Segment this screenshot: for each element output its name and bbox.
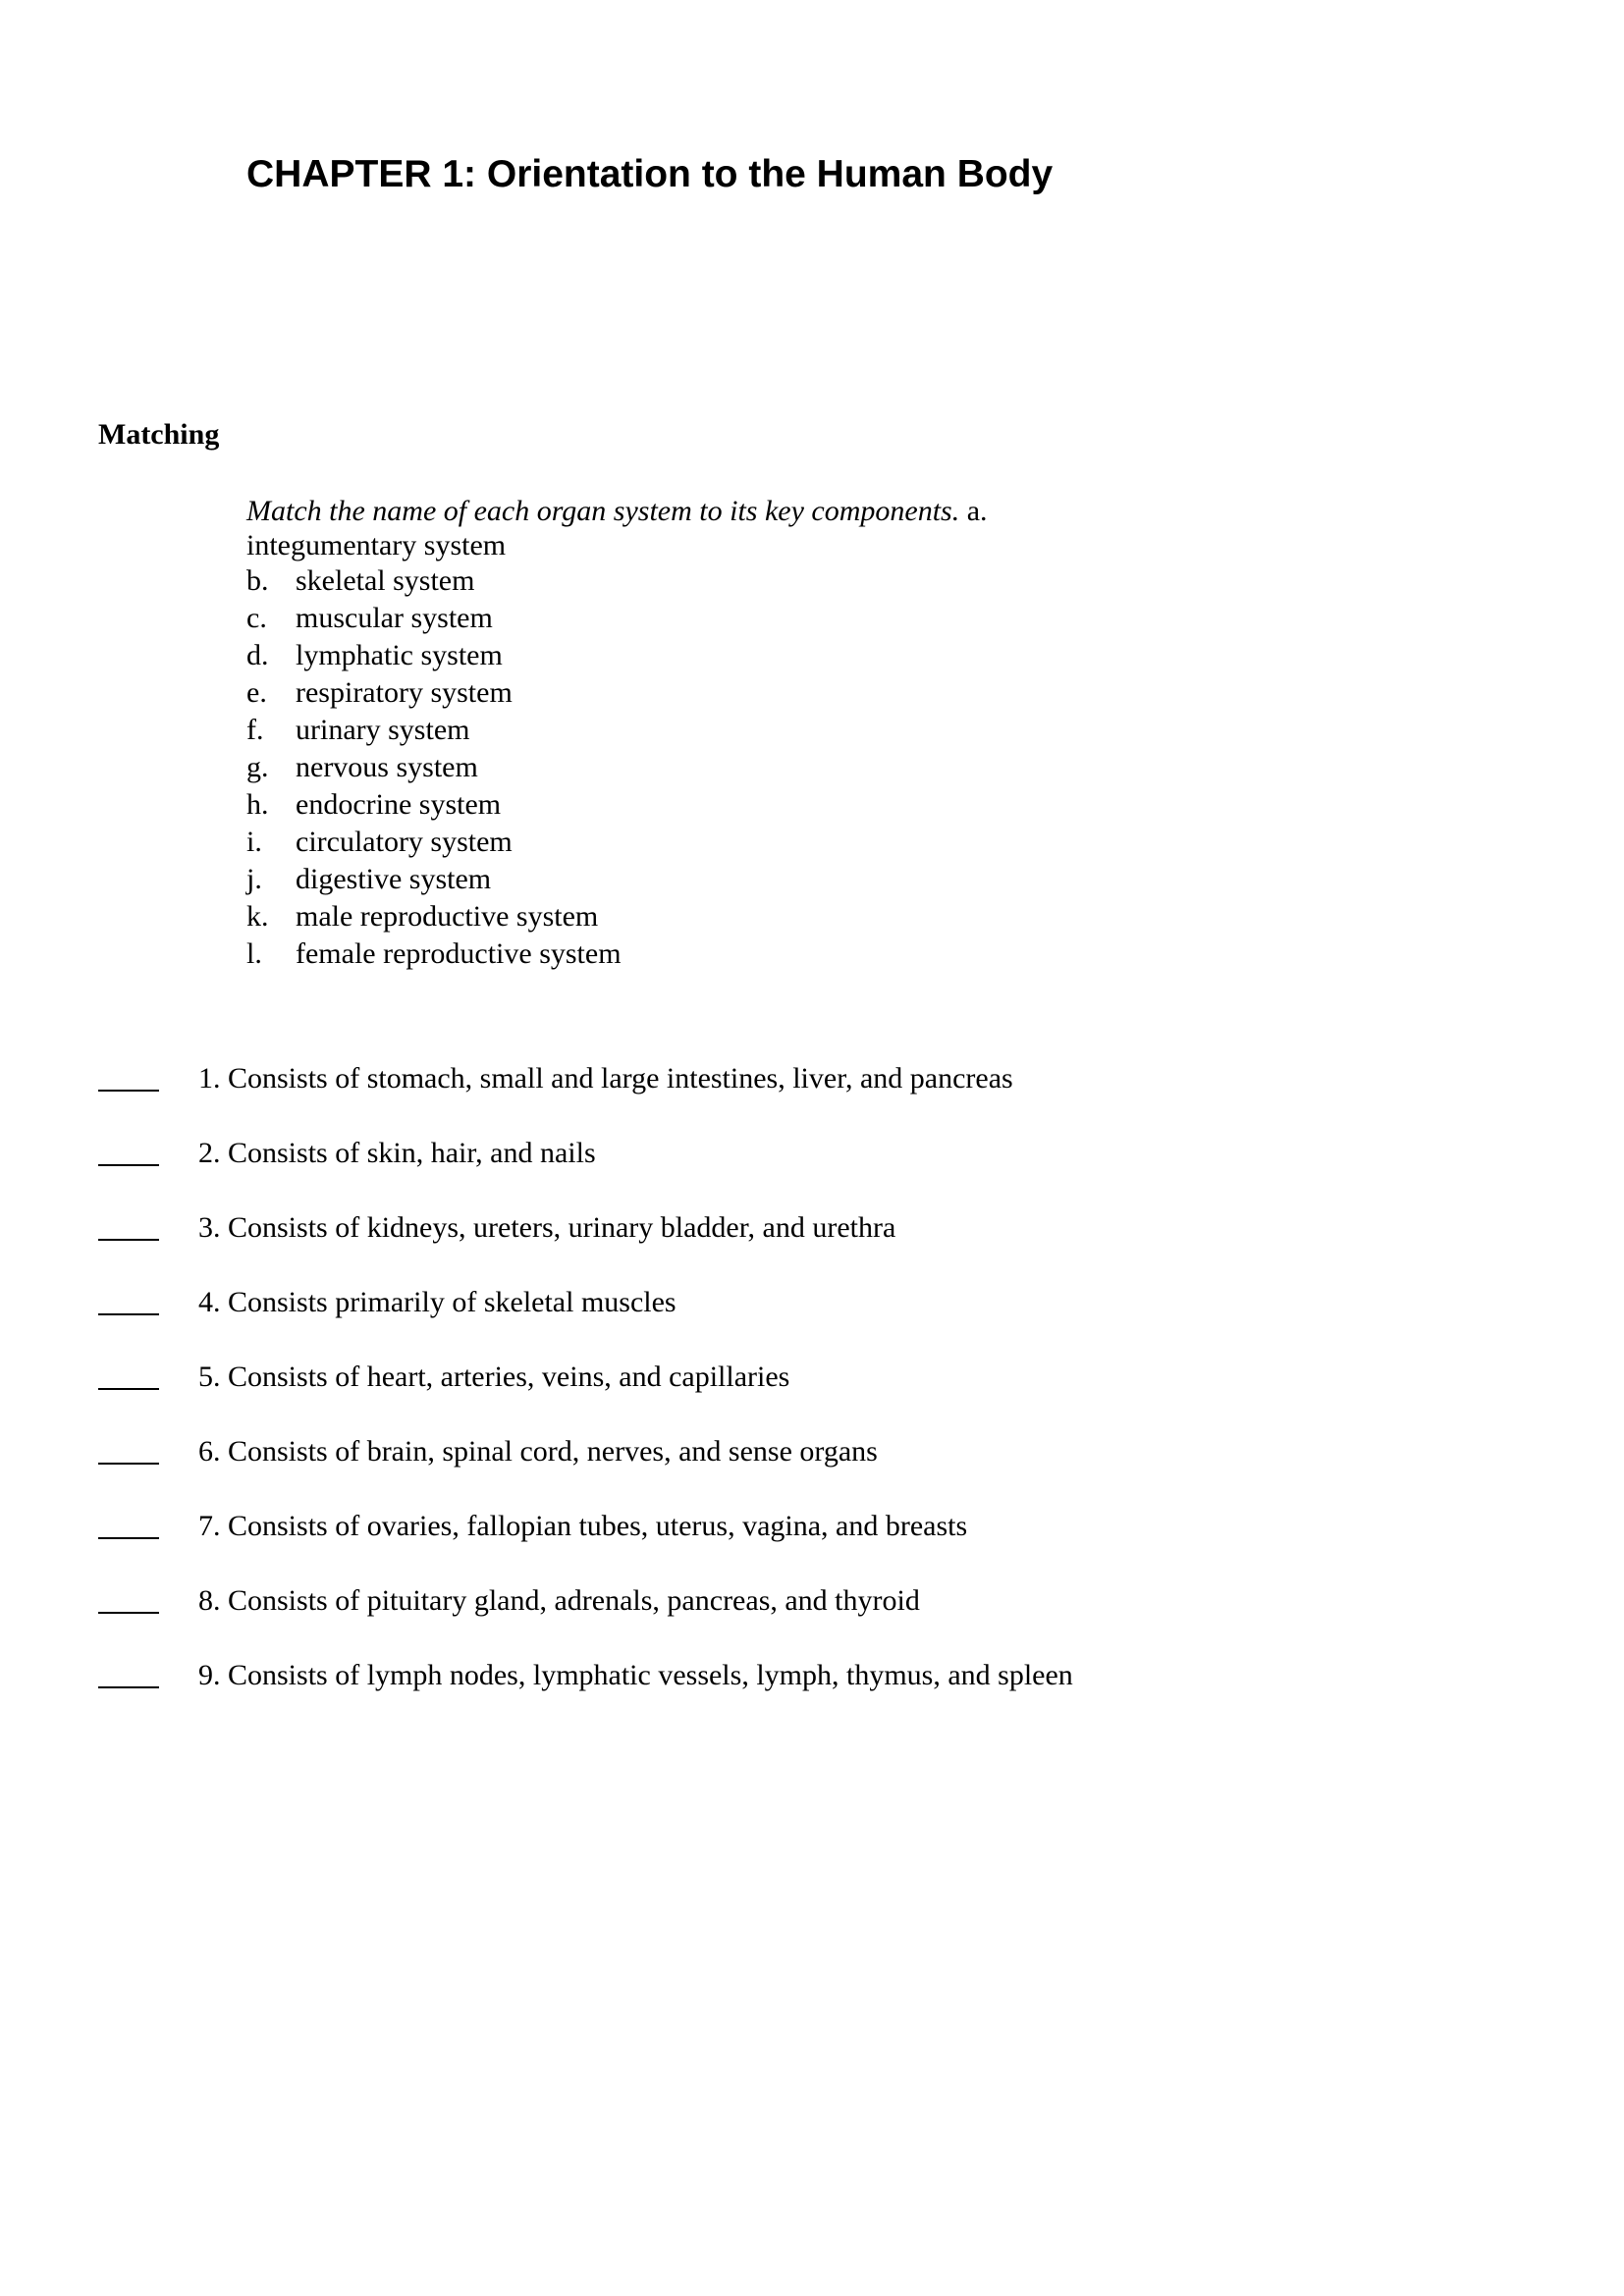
option-letter: f.	[246, 714, 264, 746]
question-item	[98, 1135, 596, 1209]
question-item	[98, 1657, 1073, 1732]
question-item	[98, 1209, 896, 1284]
question-text: 9. Consists of lymph nodes, lymphatic vessels, lymph, thymus, and spleen	[198, 1659, 1073, 1691]
option-text: nervous system	[296, 751, 478, 783]
option-letter: b.	[246, 564, 269, 597]
option-letter: j.	[246, 863, 262, 895]
option-item	[246, 861, 622, 898]
answer-blank[interactable]	[98, 1508, 159, 1539]
option-letter: i.	[246, 826, 262, 858]
question-item	[98, 1359, 790, 1433]
question-text: 4. Consists primarily of skeletal muscles	[198, 1286, 677, 1318]
option-item	[246, 562, 622, 600]
question-item	[98, 1508, 968, 1582]
option-text: endocrine system	[296, 788, 502, 821]
option-text: circulatory system	[296, 826, 513, 858]
option-letter: k.	[246, 900, 269, 933]
question-list	[98, 1060, 1073, 1732]
answer-blank[interactable]	[98, 1433, 159, 1465]
option-letter: a.	[966, 495, 988, 527]
option-letter: d.	[246, 639, 269, 671]
option-letter: l.	[246, 937, 262, 970]
option-text: male reproductive system	[296, 900, 599, 933]
option-item	[246, 786, 622, 824]
matching-instructions	[246, 494, 988, 562]
option-item	[246, 898, 622, 935]
option-item	[246, 674, 622, 712]
answer-blank[interactable]	[98, 1657, 159, 1688]
option-item	[246, 749, 622, 786]
option-item	[246, 712, 622, 749]
answer-blank[interactable]	[98, 1359, 159, 1390]
option-item	[246, 637, 622, 674]
chapter-title: CHAPTER 1: Orientation to the Human Body	[246, 153, 1054, 195]
question-item	[98, 1284, 677, 1359]
question-text: 2. Consists of skin, hair, and nails	[198, 1137, 596, 1169]
question-item	[98, 1582, 920, 1657]
option-text: skeletal system	[296, 564, 475, 597]
question-text: 6. Consists of brain, spinal cord, nerves, and sense organs	[198, 1435, 878, 1468]
question-text: 3. Consists of kidneys, ureters, urinary bladder, and urethra	[198, 1211, 896, 1244]
option-text: respiratory system	[296, 676, 513, 709]
question-item	[98, 1433, 878, 1508]
answer-blank[interactable]	[98, 1060, 159, 1092]
option-text: female reproductive system	[296, 937, 622, 970]
option-letter: c.	[246, 602, 267, 634]
option-item	[246, 824, 622, 861]
option-item	[246, 600, 622, 637]
option-letter: e.	[246, 676, 267, 709]
option-text: integumentary system	[246, 529, 507, 561]
answer-blank[interactable]	[98, 1284, 159, 1315]
answer-blank[interactable]	[98, 1209, 159, 1241]
answer-blank[interactable]	[98, 1582, 159, 1614]
option-letter: h.	[246, 788, 269, 821]
question-text: 5. Consists of heart, arteries, veins, and capillaries	[198, 1361, 790, 1393]
question-item	[98, 1060, 1013, 1135]
question-text: 8. Consists of pituitary gland, adrenals, pancreas, and thyroid	[198, 1584, 920, 1617]
option-text: digestive system	[296, 863, 492, 895]
question-text: 7. Consists of ovaries, fallopian tubes, uterus, vagina, and breasts	[198, 1510, 968, 1542]
question-text: 1. Consists of stomach, small and large intestines, liver, and pancreas	[198, 1062, 1013, 1095]
option-letter: g.	[246, 751, 269, 783]
instructions-prompt: Match the name of each organ system to its key components.	[246, 495, 960, 527]
option-text: urinary system	[296, 714, 470, 746]
option-list	[246, 562, 622, 973]
option-text: muscular system	[296, 602, 493, 634]
answer-blank[interactable]	[98, 1135, 159, 1166]
option-item	[246, 935, 622, 973]
option-text: lymphatic system	[296, 639, 503, 671]
section-heading: Matching	[98, 418, 220, 451]
